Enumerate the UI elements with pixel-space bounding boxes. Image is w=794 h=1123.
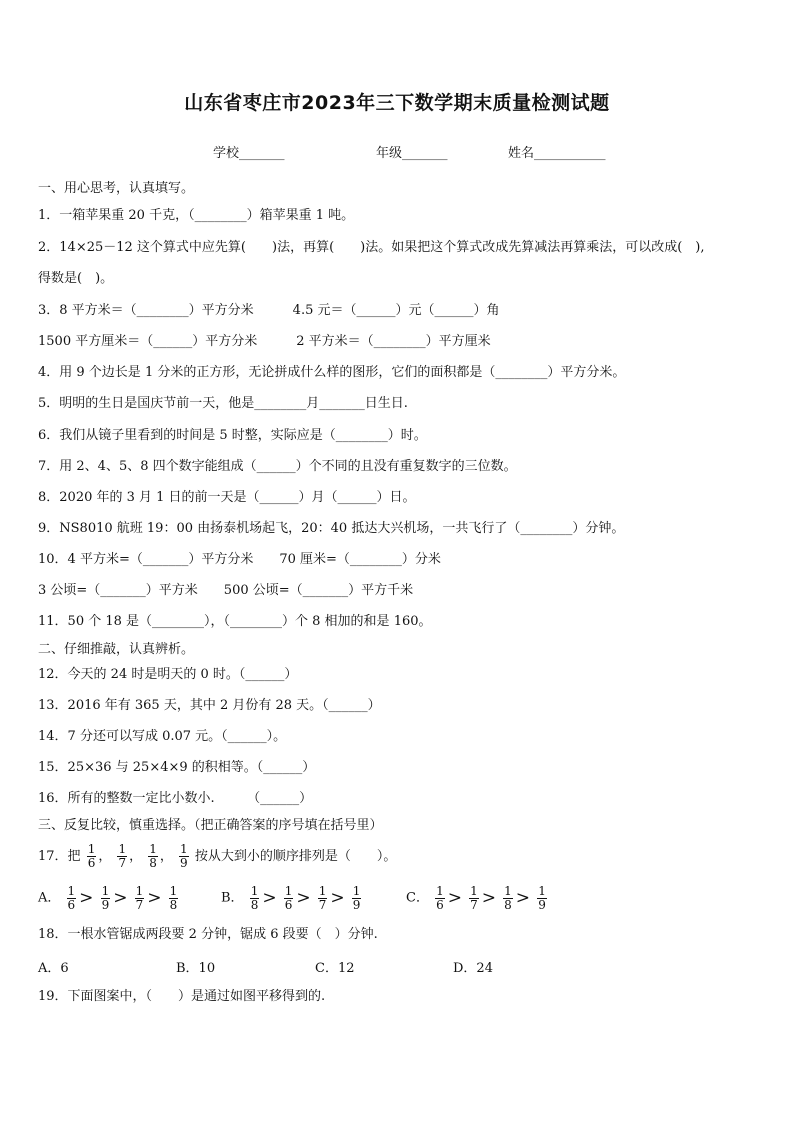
question-line: 1．一箱苹果重 20 千克，（________）箱苹果重 1 吨。 <box>38 208 355 223</box>
question-line: 5．明明的生日是国庆节前一天，他是________月_______日生日. <box>38 396 408 411</box>
question-line: 8．2020 年的 3 月 1 日的前一天是（______）月（______）日。 <box>38 490 416 505</box>
question-18: 18．一根水管锯成两段要 2 分钟，锯成 6 段要（ ）分钟. <box>38 927 378 942</box>
question-line: 16．所有的整数一定比小数小. （______） <box>38 791 313 806</box>
q17-option-b: B． $\frac{1}{8}$ > $\frac{1}{6}$ > $\frac{1}{7}$ > $\frac{1}{9}$ <box>221 883 361 912</box>
question-line: 6．我们从镜子里看到的时间是 5 时整，实际应是（________）时。 <box>38 428 427 443</box>
question-line: 1500 平方厘米＝（______）平方分米 2 平方米＝（________）平方厘米 <box>38 334 491 349</box>
page-title: 山东省枣庄市2023年三下数学期末质量检测试题 <box>184 92 610 114</box>
name-field: 姓名___________ <box>508 146 606 161</box>
fraction: $\frac{1}{6}$ <box>87 842 96 870</box>
question-line: 4．用 9 个边长是 1 分米的正方形，无论拼成什么样的图形，它们的面积都是（________）平方分米。 <box>38 365 626 380</box>
q17-option-a: A． $\frac{1}{6}$ > $\frac{1}{9}$ > $\frac{1}{7}$ > $\frac{1}{8}$ <box>38 883 178 912</box>
section-1-heading: 一、用心思考，认真填写。 <box>38 181 195 196</box>
q18-option-b: B．10 <box>176 961 216 976</box>
q17-prefix: 17．把 <box>38 849 81 864</box>
question-line: 13．2016 年有 365 天，其中 2 月份有 28 天。（______） <box>38 698 381 713</box>
q17-suffix: 按从大到小的顺序排列是（ ）。 <box>194 849 397 864</box>
q18-option-d: D．24 <box>453 961 493 976</box>
grade-field: 年级_______ <box>376 146 448 161</box>
question-line: 14．7 分还可以写成 0.07 元。（______）。 <box>38 729 287 744</box>
question-line: 2．14×25－12 这个算式中应先算( )法，再算( )法。如果把这个算式改成先算减法再算乘法，可以改成( ), <box>38 240 705 255</box>
fraction: $\frac{1}{7}$ <box>118 842 127 870</box>
school-field: 学校_______ <box>213 146 285 161</box>
fraction: $\frac{1}{8}$ <box>149 842 157 870</box>
q17-option-c: C． $\frac{1}{6}$ > $\frac{1}{7}$ > $\frac{1}{8}$ > $\frac{1}{9}$ <box>406 883 546 912</box>
question-line: 9．NS8010 航班 19：00 由扬泰机场起飞，20：40 抵达大兴机场，一共飞行了（________）分钟。 <box>38 521 625 536</box>
question-line: 15．25×36 与 25×4×9 的积相等。（______） <box>38 760 316 775</box>
question-line: 10．4 平方米=（_______）平方分米 70 厘米=（________）分米 <box>38 552 441 567</box>
question-line: 得数是( )。 <box>38 271 114 286</box>
question-19: 19．下面图案中，（ ）是通过如图平移得到的. <box>38 989 326 1004</box>
section-2-heading: 二、仔细推敲，认真辨析。 <box>38 642 195 657</box>
fraction: $\frac{1}{9}$ <box>180 842 188 870</box>
q18-option-a: A．6 <box>38 961 69 976</box>
question-line: 7．用 2、4、5、8 四个数字能组成（______）个不同的且没有重复数字的三位数。 <box>38 459 517 474</box>
section-3-heading: 三、反复比较，慎重选择。（把正确答案的序号填在括号里） <box>38 818 383 833</box>
question-line: 11．50 个 18 是（________），（________）个 8 相加的和是 160。 <box>38 614 432 629</box>
question-line: 3 公顷=（_______）平方米 500 公顷=（_______）平方千米 <box>38 583 414 598</box>
q18-option-c: C．12 <box>315 961 355 976</box>
question-line: 12．今天的 24 时是明天的 0 时。（______） <box>38 667 298 682</box>
question-line: 3．8 平方米＝（________）平方分米 4.5 元＝（______）元（______）角 <box>38 303 500 318</box>
question-17: 17．把 $\frac{1}{6}$ ， $\frac{1}{7}$ ， $\frac{1}{8}$ ， $\frac{1}{9}$ 按从大到小的顺序排列是（ ）。 <box>38 842 397 870</box>
